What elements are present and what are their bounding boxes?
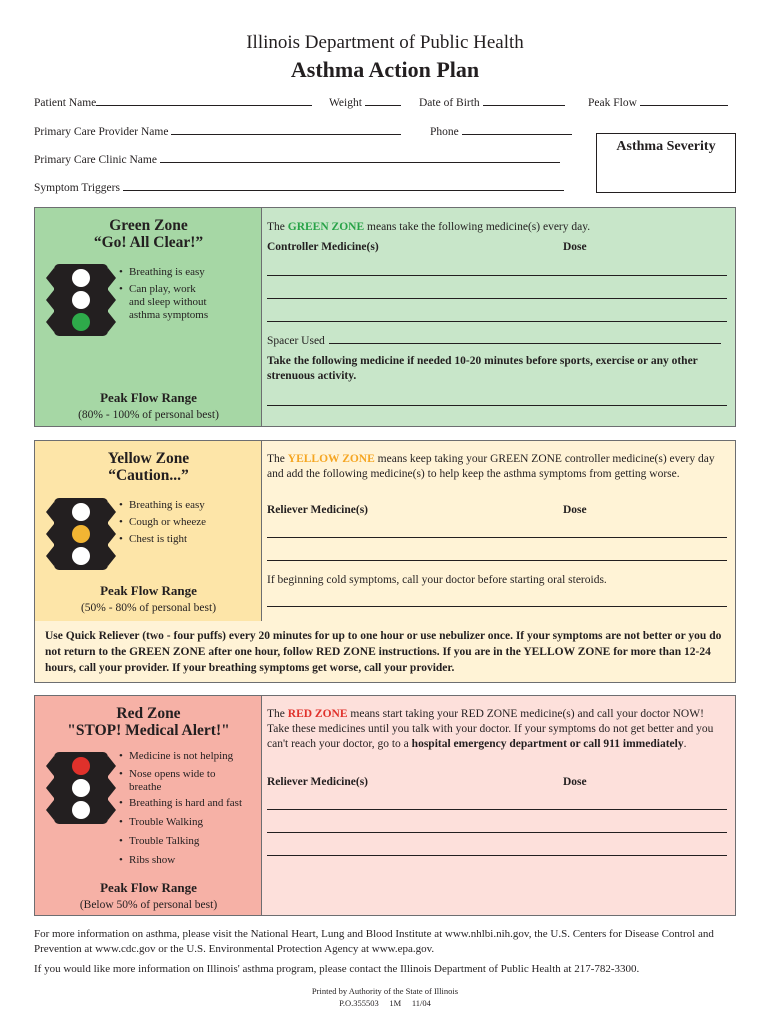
symptom-triggers-label: Symptom Triggers — [34, 182, 120, 194]
date-of-birth-label: Date of Birth — [419, 97, 480, 109]
red-peak-flow-range: Peak Flow Range (Below 50% of personal best) — [79, 880, 218, 911]
illinois-contact-text: If you would like more information on Illinois' asthma program, please contact the Illinois Department of Public Health at 217-782-3300. — [34, 963, 640, 975]
yellow-zone-title: Yellow Zone — [107, 450, 190, 467]
yellow-reliever-line-2[interactable] — [267, 560, 727, 561]
controller-medicine-line-2[interactable] — [267, 298, 727, 299]
traffic-light-green-icon — [54, 264, 108, 336]
dose-header: Dose — [563, 776, 587, 788]
weight-label: Weight — [329, 97, 362, 109]
red-symptom-4: • Breathing is hard and fast — [119, 797, 243, 809]
patient-name-label: Patient Name — [34, 97, 97, 109]
controller-medicine-line-1[interactable] — [267, 275, 727, 276]
traffic-light-red-icon — [54, 752, 108, 824]
printed-by-text: Printed by Authority of the State of Illinois — [311, 986, 459, 996]
red-reliever-line-2[interactable] — [267, 832, 727, 833]
cold-symptoms-line[interactable] — [267, 606, 727, 607]
red-zone-instructions: The RED ZONE means start taking your RED ZONE medicine(s) and call your doctor NOW! Take these medicines until you talk with your doctor. If your symptoms do not get better and you can't reach your doctor, go to a hospital emergency department or call 911 immediately. — [267, 708, 714, 750]
date-of-birth-field[interactable] — [419, 95, 565, 109]
red-zone-title: Red Zone — [116, 705, 181, 722]
page-title: Asthma Action Plan — [290, 57, 480, 82]
traffic-light-yellow-icon — [54, 498, 108, 570]
asthma-severity-box[interactable] — [596, 133, 736, 193]
primary-care-provider-field[interactable] — [34, 124, 401, 138]
yellow-symptom-3: • Chest is tight — [119, 533, 188, 545]
controller-medicine-header: Controller Medicine(s) Dose — [267, 241, 587, 253]
red-symptom-6: • Trouble Talking — [119, 835, 200, 847]
dose-header: Dose — [563, 504, 587, 516]
yellow-zone-instructions: The YELLOW ZONE means keep taking your GREEN ZONE controller medicine(s) every day and add the following medicine(s) to help keep the asthma symptoms from getting worse. — [267, 453, 715, 480]
green-zone-title: Green Zone — [109, 217, 188, 234]
primary-care-clinic-label: Primary Care Clinic Name — [34, 154, 157, 166]
yellow-reliever-line-1[interactable] — [267, 537, 727, 538]
weight-field[interactable] — [329, 95, 401, 109]
patient-name-field[interactable] — [34, 95, 312, 109]
green-symptom-3: and sleep without — [129, 296, 207, 308]
green-peak-flow-range: Peak Flow Range (80% - 100% of personal best) — [78, 390, 219, 421]
department-name: Illinois Department of Public Health — [246, 32, 524, 53]
dose-header: Dose — [563, 241, 587, 253]
red-reliever-line-3[interactable] — [267, 855, 727, 856]
green-symptom-4: asthma symptoms — [129, 309, 209, 321]
phone-label: Phone — [430, 126, 459, 138]
yellow-symptom-1: • Breathing is easy — [119, 499, 205, 511]
peak-flow-field[interactable] — [588, 95, 728, 109]
green-zone-instructions: The GREEN ZONE means take the following medicine(s) every day. — [267, 221, 591, 233]
pre-exercise-medicine-line[interactable] — [267, 405, 727, 406]
controller-medicine-line-3[interactable] — [267, 321, 727, 322]
yellow-zone-panel — [34, 440, 736, 683]
red-symptom-5: • Trouble Walking — [119, 816, 203, 828]
yellow-zone-subtitle: “Caution...” — [108, 467, 189, 484]
red-reliever-line-1[interactable] — [267, 809, 727, 810]
spacer-used-field[interactable]: Spacer Used — [267, 333, 727, 349]
red-symptom-2: • Nose opens wide to — [119, 768, 216, 780]
green-symptom-1: • Breathing is easy — [119, 266, 205, 278]
green-zone-panel — [34, 207, 736, 427]
red-reliever-medicine-header: Reliever Medicine(s) Dose — [267, 776, 587, 788]
red-zone-subtitle: "STOP! Medical Alert!" — [67, 722, 230, 739]
peak-flow-label: Peak Flow — [588, 97, 637, 109]
quick-reliever-instructions: Use Quick Reliever (two - four puffs) every 20 minutes for up to one hour or use nebulizer once. If your symptoms are not better or you do not return to the GREEN ZONE after one hour, follow RED ZONE instructions. If you are in the YELLOW ZONE for more than 12-24 hours, call your provider. If your breathing symptoms get worse, call your provider. — [45, 630, 722, 674]
yellow-reliever-medicine-header: Reliever Medicine(s) Dose — [267, 504, 587, 516]
red-symptom-3: breathe — [129, 781, 162, 793]
asthma-severity-label: Asthma Severity — [616, 139, 716, 154]
green-symptom-2: • Can play, work — [119, 283, 196, 295]
primary-care-clinic-field[interactable] — [34, 152, 560, 166]
yellow-symptom-2: • Cough or wheeze — [119, 516, 206, 528]
green-zone-subtitle: “Go! All Clear!” — [93, 234, 204, 251]
cold-symptoms-note: If beginning cold symptoms, call your doctor before starting oral steroids. — [267, 574, 607, 586]
phone-field[interactable] — [430, 124, 572, 138]
red-zone-panel — [34, 695, 736, 916]
symptom-triggers-field[interactable] — [34, 180, 564, 194]
red-symptom-7: • Ribs show — [119, 854, 176, 866]
pre-exercise-instructions: Take the following medicine if needed 10-20 minutes before sports, exercise or any other strenuous activity. — [267, 355, 698, 382]
more-info-text: For more information on asthma, please visit the National Heart, Lung and Blood Institute at www.nhlbi.nih.gov, the U.S. Centers for Disease Control and Prevention at www.cdc.gov or the U.S. Environmental Protection Agency at www.epa.gov. — [34, 928, 714, 955]
primary-care-provider-label: Primary Care Provider Name — [34, 126, 169, 138]
red-symptom-1: • Medicine is not helping — [119, 750, 234, 762]
print-code-text: P.O.355503 1M 11/04 — [339, 998, 431, 1008]
yellow-peak-flow-range: Peak Flow Range (50% - 80% of personal best) — [80, 583, 217, 614]
